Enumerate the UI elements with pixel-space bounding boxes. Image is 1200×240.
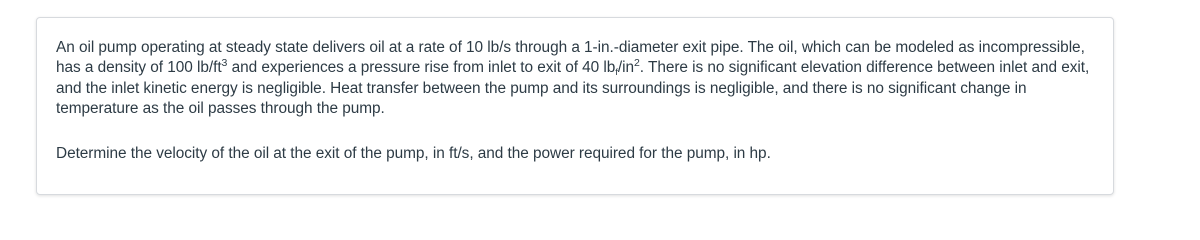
problem-text-part-3: /in — [617, 59, 634, 77]
question-prompt: Determine the velocity of the oil at the exit of the pump, in ft/s, and the power required for the pump, in hp. — [56, 144, 771, 162]
subscript-f: f — [615, 67, 618, 79]
question-card — [36, 17, 1114, 195]
problem-statement — [56, 38, 1093, 120]
problem-text-part-2: and experiences a pressure rise from inlet to exit of 40 lb — [227, 59, 616, 77]
problem-text-part-1: An oil pump operating at steady state delivers oil at a rate of 10 lb/s through a 1-in.-diameter exit pipe. The oil, which can be modeled as incompressible, has a density of 100 lb/ft — [56, 39, 1085, 77]
superscript-2: 2 — [634, 57, 640, 70]
problem-text-part-4: . There is no significant elevation difference between inlet and exit, and the inlet kinetic energy is negligible. Heat transfer between the pump and its surroundings is negligible, and there is no significant change in temperature as the oil passes through the pump. — [56, 59, 1090, 118]
superscript-3: 3 — [221, 57, 228, 70]
